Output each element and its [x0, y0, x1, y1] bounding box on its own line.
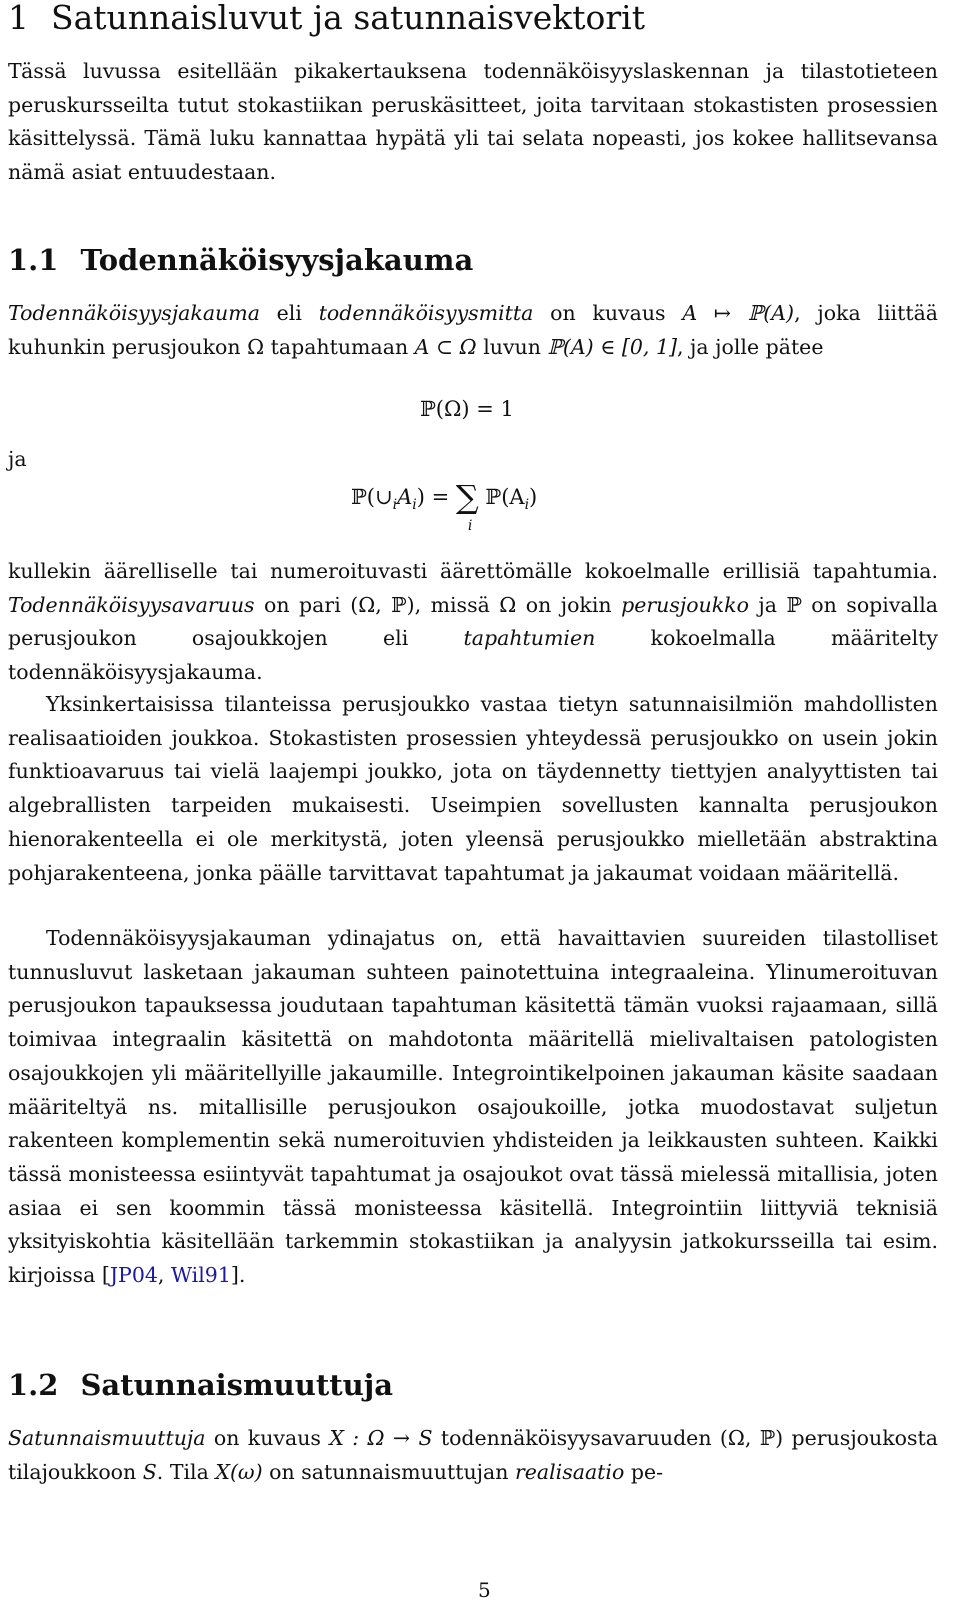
text: on satunnaismuuttujan: [262, 1459, 515, 1484]
text: ja: [748, 592, 787, 617]
math: Ω: [499, 592, 517, 617]
paragraph-2: [8, 555, 938, 690]
term: perusjoukko: [621, 592, 749, 617]
section-title: Satunnaismuuttuja: [80, 1368, 393, 1402]
math: ℙ(A: [485, 485, 525, 509]
text: on kuvaus: [205, 1426, 330, 1450]
math: ℙ(∪: [351, 485, 393, 509]
paragraph-4: [8, 922, 938, 1293]
section-number: 1.2: [8, 1368, 59, 1402]
conjunction-ja: ja: [8, 447, 27, 471]
term: realisaatio: [514, 1459, 625, 1484]
paragraph-3: Yksinkertaisissa tilanteissa perusjoukko vastaa tietyn satunnaisilmiön mahdollisten realisaatioiden joukkoa. Stokastisten prosessien yhteydessä perusjoukko on usein jokin funktioavaruus tai vielä laajempi joukko, jota on täydennetty tiettyjen analyyttisten tai algebrallisten tarpeiden mukaisesti. Useimpien sovellusten kannalta perusjoukon hienorakenteella ei ole merkitystä, joten yleensä perusjoukko mielletään abstraktina pohjarakenteena, jonka päälle tarvittavat tapahtumat ja jakaumat voidaan määritellä.: [8, 692, 938, 885]
text: luvun: [476, 334, 548, 359]
math: A: [397, 485, 413, 509]
text: , ja jolle pätee: [677, 334, 824, 359]
math: i: [524, 497, 530, 513]
math: S: [142, 1459, 157, 1484]
citation-link[interactable]: Wil91: [170, 1263, 231, 1288]
text: todennäköisyysavaruuden: [432, 1426, 720, 1450]
math: Ω: [247, 334, 265, 359]
text: pe-: [624, 1459, 664, 1484]
text: kokoelmalla määritelty todennäköisyysjakauma.: [8, 626, 938, 685]
section2-paragraph: [8, 1422, 938, 1489]
math: ): [529, 485, 538, 509]
equation-1: ℙ(Ω) = 1: [420, 397, 514, 421]
text: ].: [230, 1263, 246, 1288]
text: eli: [259, 301, 319, 325]
math: i: [392, 497, 398, 513]
citation-link[interactable]: JP04: [109, 1263, 158, 1288]
math: A ⊂ Ω: [414, 334, 477, 359]
text: on kuvaus: [533, 301, 683, 325]
term: Todennäköisyysjakauma: [8, 301, 260, 325]
math: i: [412, 497, 417, 513]
math: (Ω, ℙ): [350, 592, 415, 617]
section-number: 1.1: [8, 243, 59, 277]
text: . Tila: [156, 1459, 216, 1484]
text: [: [101, 1263, 110, 1288]
term: todennäköisyysmitta: [318, 301, 534, 325]
term: Todennäköisyysavaruus: [8, 592, 255, 617]
text: on pari: [254, 592, 351, 617]
page-number: 5: [478, 1578, 491, 1602]
text: on sopivalla perusjoukon osajoukkojen eli: [8, 592, 938, 651]
sum-symbol: [455, 478, 479, 534]
math: ∑: [455, 478, 479, 516]
math: ℙ: [786, 592, 802, 617]
math: A ↦ ℙ(A): [682, 301, 795, 325]
equation-2: [351, 478, 538, 534]
chapter-heading: [8, 0, 645, 36]
math: ) =: [416, 485, 456, 509]
math: X : Ω → S: [329, 1426, 433, 1450]
chapter-title: Satunnaisluvut ja satunnaisvektorit: [51, 0, 645, 37]
text: kullekin äärelliselle tai numeroituvasti äärettömälle kokoelmalle erillisiä tapahtumia.: [8, 559, 938, 583]
text: Todennäköisyysjakauman ydinajatus on, että havaittavien suureiden tilastolliset tunnusluvut lasketaan jakauman suhteen painotettuina integraaleina. Ylinumeroituvan perusjoukon tapauksessa joudutaan tapahtuman käsitettä tämän vuoksi rajaamaan, sillä toimivaa integraalin käsitettä on mahdotonta määritellä mielivaltaisen patologisten osajoukkojen yli määritellyille jakaumille. Integrointikelpoinen jakauman käsite saadaan määriteltyä ns. mitallisille perusjoukon osajoukoille, jotka muodostavat suljetun rakenteen komplementin sekä numeroituvien yhdisteiden ja leikkausten suhteen. Kaikki tässä monisteessa esiintyvät tapahtumat ja osajoukot ovat tässä mielessä mitallisia, joten asiaa ei sen koommin tässä monisteessa käsitellä. Integrointiin liittyviä teknisiä yksityiskohtia käsitellään tarkemmin stokastiikan ja analyysin jatkokursseilla tai esim. kirjoissa: [8, 926, 938, 1288]
text: , missä: [414, 592, 500, 617]
math: (Ω, ℙ): [719, 1426, 784, 1450]
section-heading-1-1: [8, 243, 473, 277]
text: , joka liittää kuhunkin perusjoukon: [8, 301, 939, 359]
term: tapahtumien: [463, 626, 596, 651]
chapter-number: 1: [8, 0, 29, 37]
intro-paragraph: Tässä luvussa esitellään pikakertauksena todennäköisyyslaskennan ja tilastotieteen peruskursseilta tutut stokastiikan peruskäsitteet, joita tarvitaan stokastisten prosessien käsittelyssä. Tämä luku kannattaa hypätä yli tai selata nopeasti, jos kokee hallitsevansa nämä asiat entuudestaan.: [8, 59, 938, 185]
term: Satunnaismuuttuja: [8, 1426, 206, 1450]
text: perusjoukosta tilajoukkoon: [8, 1426, 938, 1484]
math: X(ω): [215, 1459, 263, 1484]
section-heading-1-2: [8, 1368, 393, 1402]
definition-paragraph: [8, 297, 938, 364]
text: on jokin: [516, 592, 622, 617]
text: ,: [157, 1263, 171, 1288]
math: ℙ(A) ∈ [0, 1]: [547, 334, 678, 359]
math: i: [467, 518, 473, 534]
section-title: Todennäköisyysjakauma: [80, 243, 474, 277]
text: tapahtumaan: [264, 334, 415, 359]
